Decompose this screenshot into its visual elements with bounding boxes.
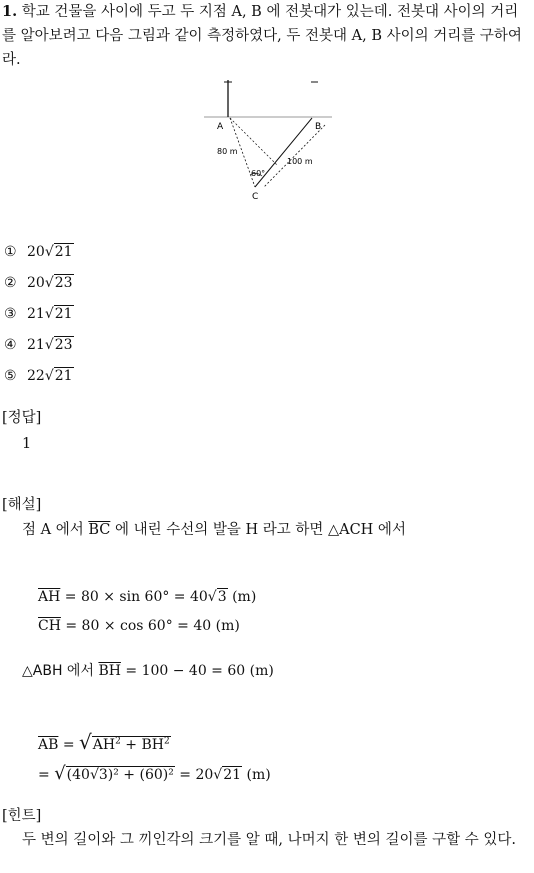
eq-ab-plus: + [120, 737, 142, 753]
question-number: 1. [2, 3, 18, 20]
choice-coef: 21 [27, 306, 45, 322]
answer-heading: [정답] [2, 410, 42, 426]
choice-rad: 23 [54, 275, 73, 291]
hint-heading: [힌트] [2, 808, 42, 824]
choice-3[interactable]: ③ 21√21 [4, 306, 73, 322]
choice-mark: ⑤ [4, 368, 17, 384]
choice-rad: 21 [54, 368, 73, 384]
eq-final: = √(40√3)² + (60)² = 20√21 (m) [38, 763, 271, 784]
eq-final-rad: (40√3)² + (60)² [66, 767, 174, 783]
choice-mark: ② [4, 275, 17, 291]
label-c: C [252, 192, 259, 202]
label-angle: 60° [251, 169, 266, 178]
hint-text: 두 변의 길이와 그 끼인각의 크기를 알 때, 나머지 한 변의 길이를 구할 수 있다. [22, 832, 516, 848]
question-text: 학교 건물을 사이에 두고 두 지점 A, B 에 전봇대가 있는데. 전봇대 사이의 거리를 알아보려고 다음 그림과 같이 측정하였다, 두 전봇대 A, B 사이의 거리를 구하여라. [2, 4, 522, 68]
answer-value: 1 [22, 436, 32, 452]
question [2, 0, 532, 72]
eq-ah-body: = 80 × sin 60° = 40 [60, 589, 208, 605]
choice-2[interactable]: ② 20√23 [4, 275, 73, 291]
eq-ab-sq-a: 2 [115, 736, 121, 747]
eq-ab-sq-b: 2 [164, 736, 170, 747]
choice-4[interactable]: ④ 21√23 [4, 337, 73, 353]
eq-ah-unit: (m) [227, 589, 257, 605]
eq-ah-rad: 3 [217, 589, 227, 605]
eq-final-rad2: 21 [223, 767, 242, 783]
choice-mark: ③ [4, 306, 17, 322]
choice-1[interactable]: ① 20√21 [4, 244, 73, 260]
eq-final-unit: (m) [242, 767, 271, 783]
choice-rad: 23 [54, 337, 73, 353]
segment-ah: $\overline{AH}$ [38, 589, 61, 605]
eq-bh-pre: △ABH 에서 [22, 663, 99, 679]
intro-post: 에 내린 수선의 발을 H 라고 하면 △ACH 에서 [110, 522, 406, 538]
eq-final-pre: = [38, 767, 55, 783]
segment-ch: $\overline{CH}$ [38, 618, 61, 634]
label-ac: 80 m [217, 147, 238, 156]
intro-pre: 점 A 에서 [22, 522, 89, 538]
eq-ab-bh: $\overline{BH}$ [141, 737, 164, 753]
choice-coef: 20 [27, 275, 45, 291]
choice-coef: 22 [27, 368, 45, 384]
choice-coef: 20 [27, 244, 45, 260]
choice-rad: 21 [54, 244, 73, 260]
segment-bc-dashed [264, 125, 325, 187]
eq-ab: $\overline{AB} = √AH^2 + \overline{BH}^2$ [38, 730, 170, 754]
choice-5[interactable]: ⑤ 22√21 [4, 368, 73, 384]
eq-ab-eq: = [58, 737, 80, 753]
altitude-ah [230, 118, 277, 165]
eq-bh [22, 660, 274, 680]
explanation-heading: [해설] [2, 497, 42, 513]
explanation-intro [22, 519, 406, 541]
choice-mark: ④ [4, 337, 17, 353]
eq-ab-ah: AH [92, 737, 116, 753]
eq-final-body: = 20 [174, 767, 214, 783]
segment-bh: $\overline{BH}$ [98, 663, 121, 679]
eq-ah: $\overline{AH} = 80 \times \sin 60^\circ = 40√3$ (m) [38, 589, 257, 605]
label-a: A [217, 122, 224, 132]
eq-ch-body: = 80 × cos 60° = 40 (m) [60, 618, 240, 634]
eq-ch [38, 618, 240, 634]
choice-mark: ① [4, 244, 17, 260]
eq-bh-body: = 100 − 40 = 60 (m) [120, 663, 274, 679]
triangle-figure [200, 75, 340, 205]
choice-rad: 21 [54, 306, 73, 322]
label-bc: 100 m [287, 157, 313, 166]
segment-bc-label: $\overline{BC}$ [88, 522, 111, 538]
segment-ab: $\overline{AB}$ [38, 737, 59, 753]
choice-coef: 21 [27, 337, 45, 353]
label-b: B [315, 122, 322, 132]
